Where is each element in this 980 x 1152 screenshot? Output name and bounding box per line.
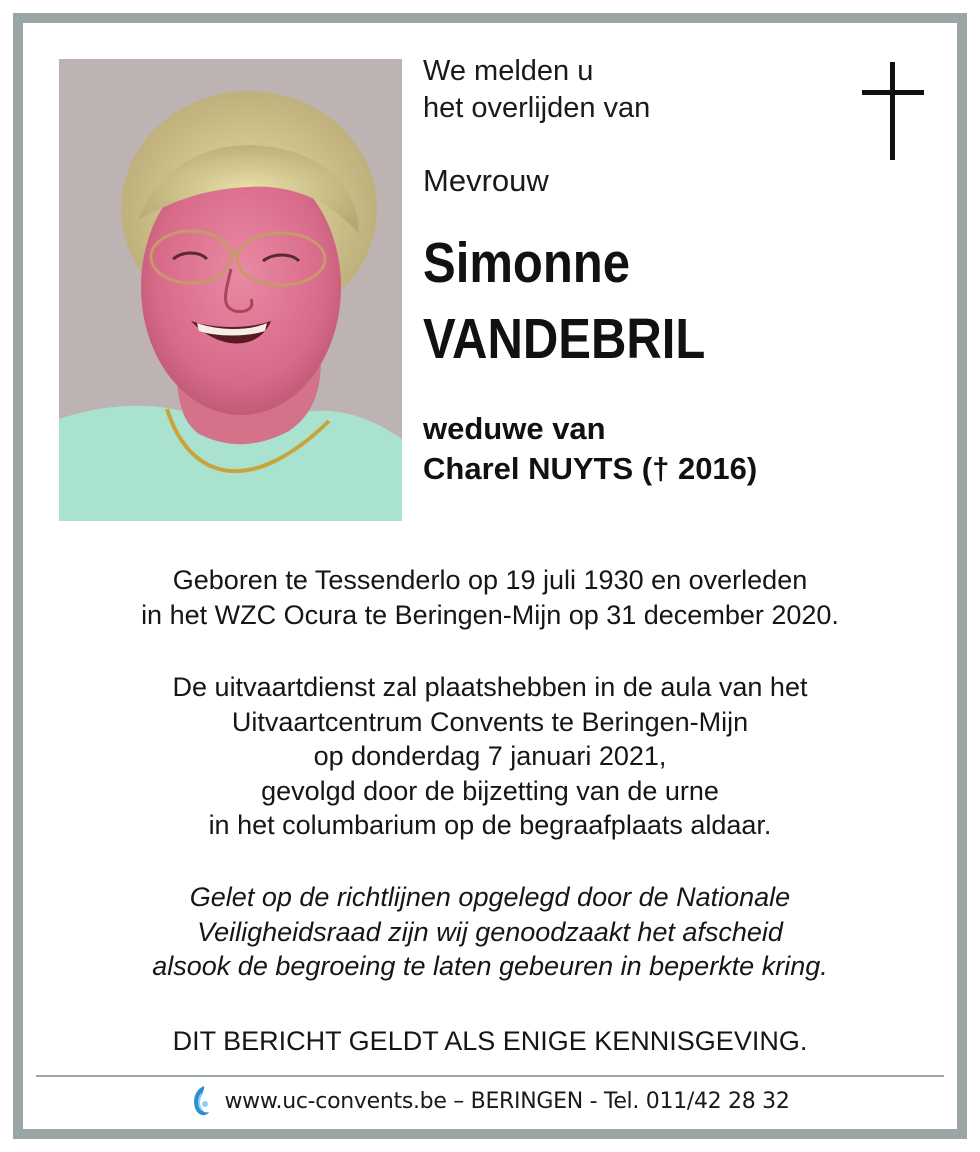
convents-logo-icon xyxy=(190,1084,212,1118)
spouse-line: weduwe van xyxy=(423,411,606,446)
birth-death-paragraph xyxy=(40,563,940,632)
paragraph-line: Veiligheidsraad zijn wij genoodzaakt het afscheid xyxy=(197,916,783,947)
paragraph-line: De uitvaartdienst zal plaatshebben in de aula van het xyxy=(172,672,808,702)
paragraph-line: Gelet op de richtlijnen opgelegd door de Nationale xyxy=(189,882,791,912)
paragraph-line: Uitvaartcentrum Convents te Beringen-Mijn xyxy=(231,706,749,737)
first-name: Simonne xyxy=(423,231,631,295)
portrait-illustration xyxy=(59,59,402,521)
footer xyxy=(0,1083,980,1119)
intro-line: We melden u xyxy=(423,55,594,87)
paragraph-line: op donderdag 7 januari 2021, xyxy=(313,741,667,771)
cross-icon xyxy=(862,62,924,160)
paragraph-line: gevolgd door de bijzetting van de urne xyxy=(261,775,719,806)
intro-text xyxy=(423,53,650,127)
footer-contact[interactable]: www.uc-convents.be – BERINGEN - Tel. 011/42 28 32 xyxy=(224,1088,790,1114)
spouse-line: Charel NUYTS († 2016) xyxy=(423,451,758,486)
portrait-photo xyxy=(59,59,402,521)
deceased-title: Mevrouw xyxy=(423,163,549,198)
paragraph-line: Geboren te Tessenderlo op 19 juli 1930 en overleden xyxy=(172,565,808,595)
spouse-info xyxy=(423,409,757,489)
paragraph-line: in het WZC Ocura te Beringen-Mijn op 31 december 2020. xyxy=(141,599,839,630)
last-name: VANDEBRIL xyxy=(423,307,706,371)
covid-notice-paragraph xyxy=(40,880,940,984)
funeral-paragraph xyxy=(40,670,940,843)
deceased-name xyxy=(423,230,705,372)
paragraph-line: in het columbarium op de begraafplaats aldaar. xyxy=(208,810,772,840)
paragraph-line: alsook de begroeing te laten gebeuren in beperkte kring. xyxy=(152,951,828,981)
footer-divider xyxy=(36,1075,944,1077)
intro-line: het overlijden van xyxy=(423,92,651,124)
official-notice: DIT BERICHT GELDT ALS ENIGE KENNISGEVING. xyxy=(172,1026,808,1056)
